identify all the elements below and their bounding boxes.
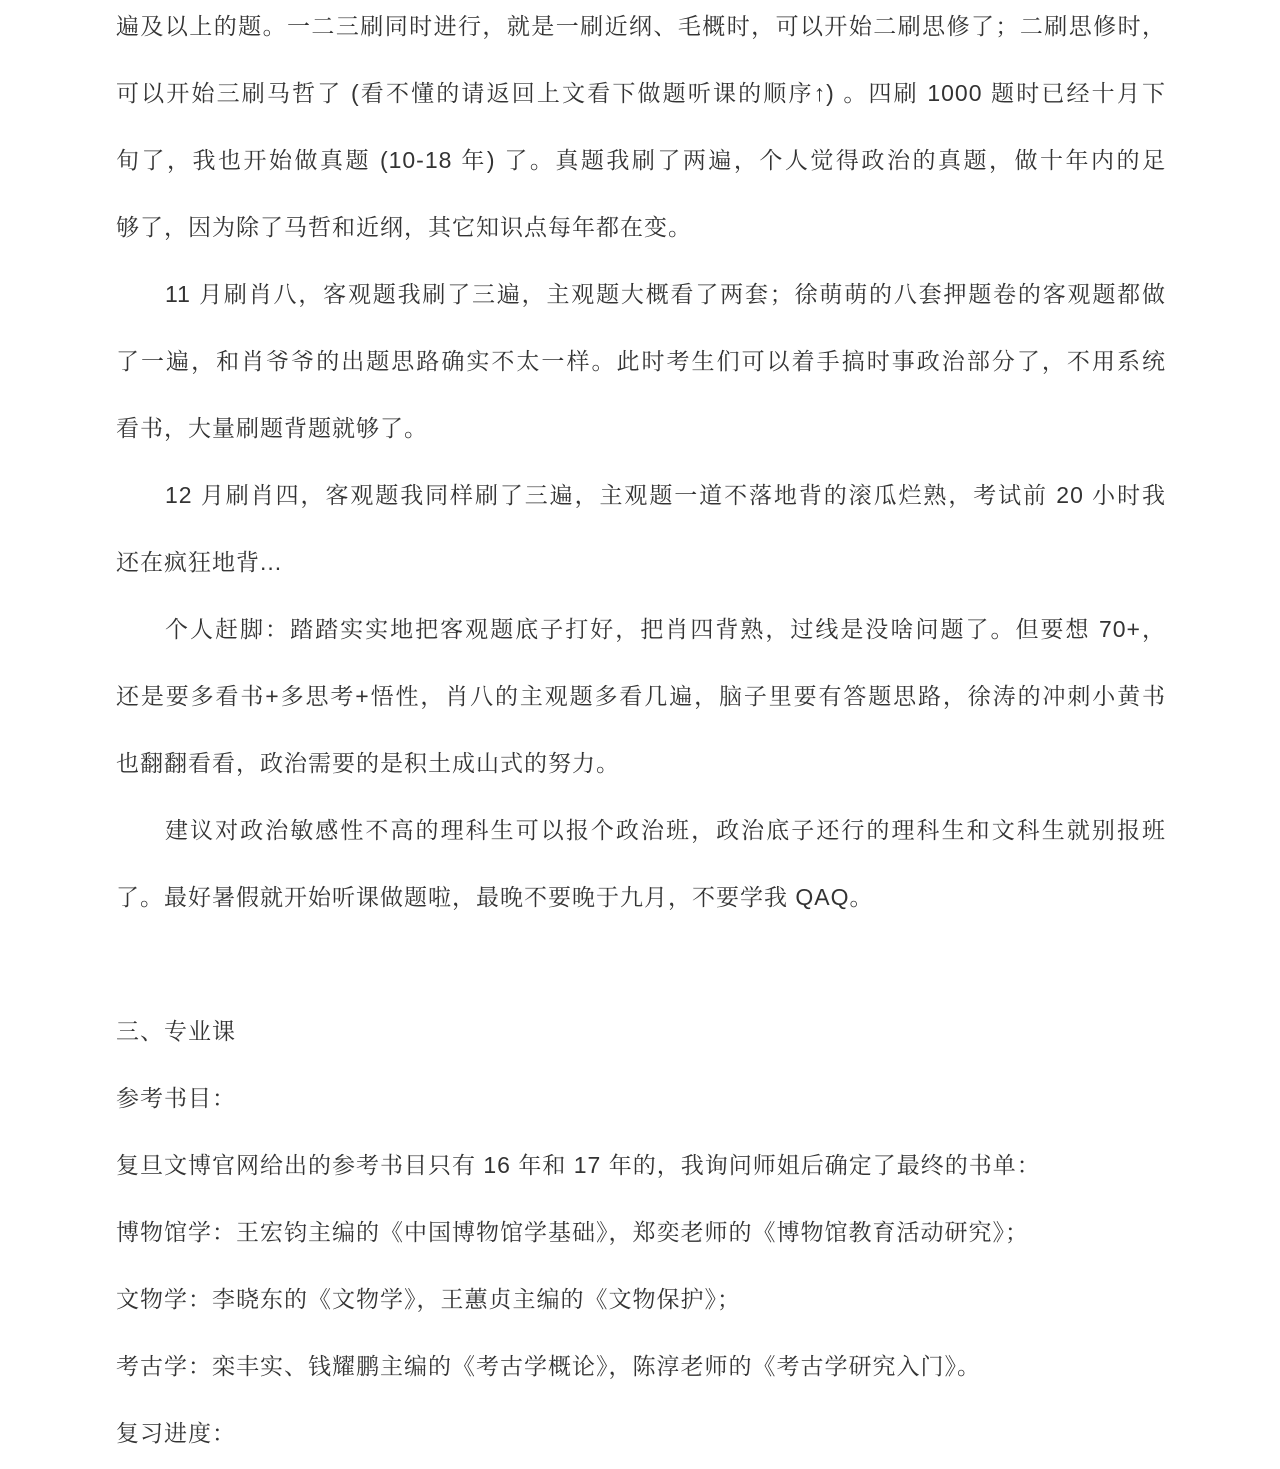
reference-intro-line: 复旦文博官网给出的参考书目只有 16 年和 17 年的，我询问师姐后确定了最终的书单：	[116, 1152, 1041, 1178]
section-heading: 三、专业课	[116, 1018, 236, 1044]
paragraph-line: 也翻翻看看，政治需要的是积土成山式的努力。	[116, 750, 620, 776]
paragraph-line: 建议对政治敏感性不高的理科生可以报个政治班，政治底子还行的理科生和文科生就别报班	[165, 817, 1166, 843]
paragraph-line: 旬了，我也开始做真题 (10-18 年) 了。真题我刷了两遍，个人觉得政治的真题，做十年内的足	[116, 147, 1166, 173]
reference-list-label: 参考书目：	[116, 1085, 236, 1111]
paragraph-line: 遍及以上的题。一二三刷同时进行，就是一刷近纲、毛概时，可以开始二刷思修了；二刷思修时，	[116, 13, 1166, 39]
reference-book-line: 博物馆学：王宏钧主编的《中国博物馆学基础》，郑奕老师的《博物馆教育活动研究》；	[116, 1219, 1029, 1245]
paragraph-line: 看书，大量刷题背题就够了。	[116, 415, 428, 441]
reference-book-line: 文物学：李晓东的《文物学》，王蕙贞主编的《文物保护》；	[116, 1286, 741, 1312]
paragraph-line: 了。最好暑假就开始听课做题啦，最晚不要晚于九月，不要学我 QAQ。	[116, 884, 874, 910]
paragraph-line: 还是要多看书+多思考+悟性，肖八的主观题多看几遍，脑子里要有答题思路，徐涛的冲刺小黄书	[116, 683, 1166, 709]
reference-book-line: 考古学：栾丰实、钱耀鹏主编的《考古学概论》，陈淳老师的《考古学研究入门》。	[116, 1353, 981, 1379]
paragraph-line: 个人赶脚：踏踏实实地把客观题底子打好，把肖四背熟，过线是没啥问题了。但要想 70+，	[165, 616, 1166, 642]
paragraph-line: 12 月刷肖四，客观题我同样刷了三遍，主观题一道不落地背的滚瓜烂熟，考试前 20 小时我	[165, 482, 1166, 508]
paragraph-line: 可以开始三刷马哲了 (看不懂的请返回上文看下做题听课的顺序↑) 。四刷 1000 题时已经十月下	[116, 80, 1166, 106]
paragraph-line: 够了，因为除了马哲和近纲，其它知识点每年都在变。	[116, 214, 692, 240]
paragraph-line: 还在疯狂地背...	[116, 549, 283, 575]
paragraph-line: 11 月刷肖八，客观题我刷了三遍，主观题大概看了两套；徐萌萌的八套押题卷的客观题都做	[165, 281, 1166, 307]
progress-label: 复习进度：	[116, 1420, 236, 1446]
paragraph-line: 了一遍，和肖爷爷的出题思路确实不太一样。此时考生们可以着手搞时事政治部分了，不用系统	[116, 348, 1166, 374]
